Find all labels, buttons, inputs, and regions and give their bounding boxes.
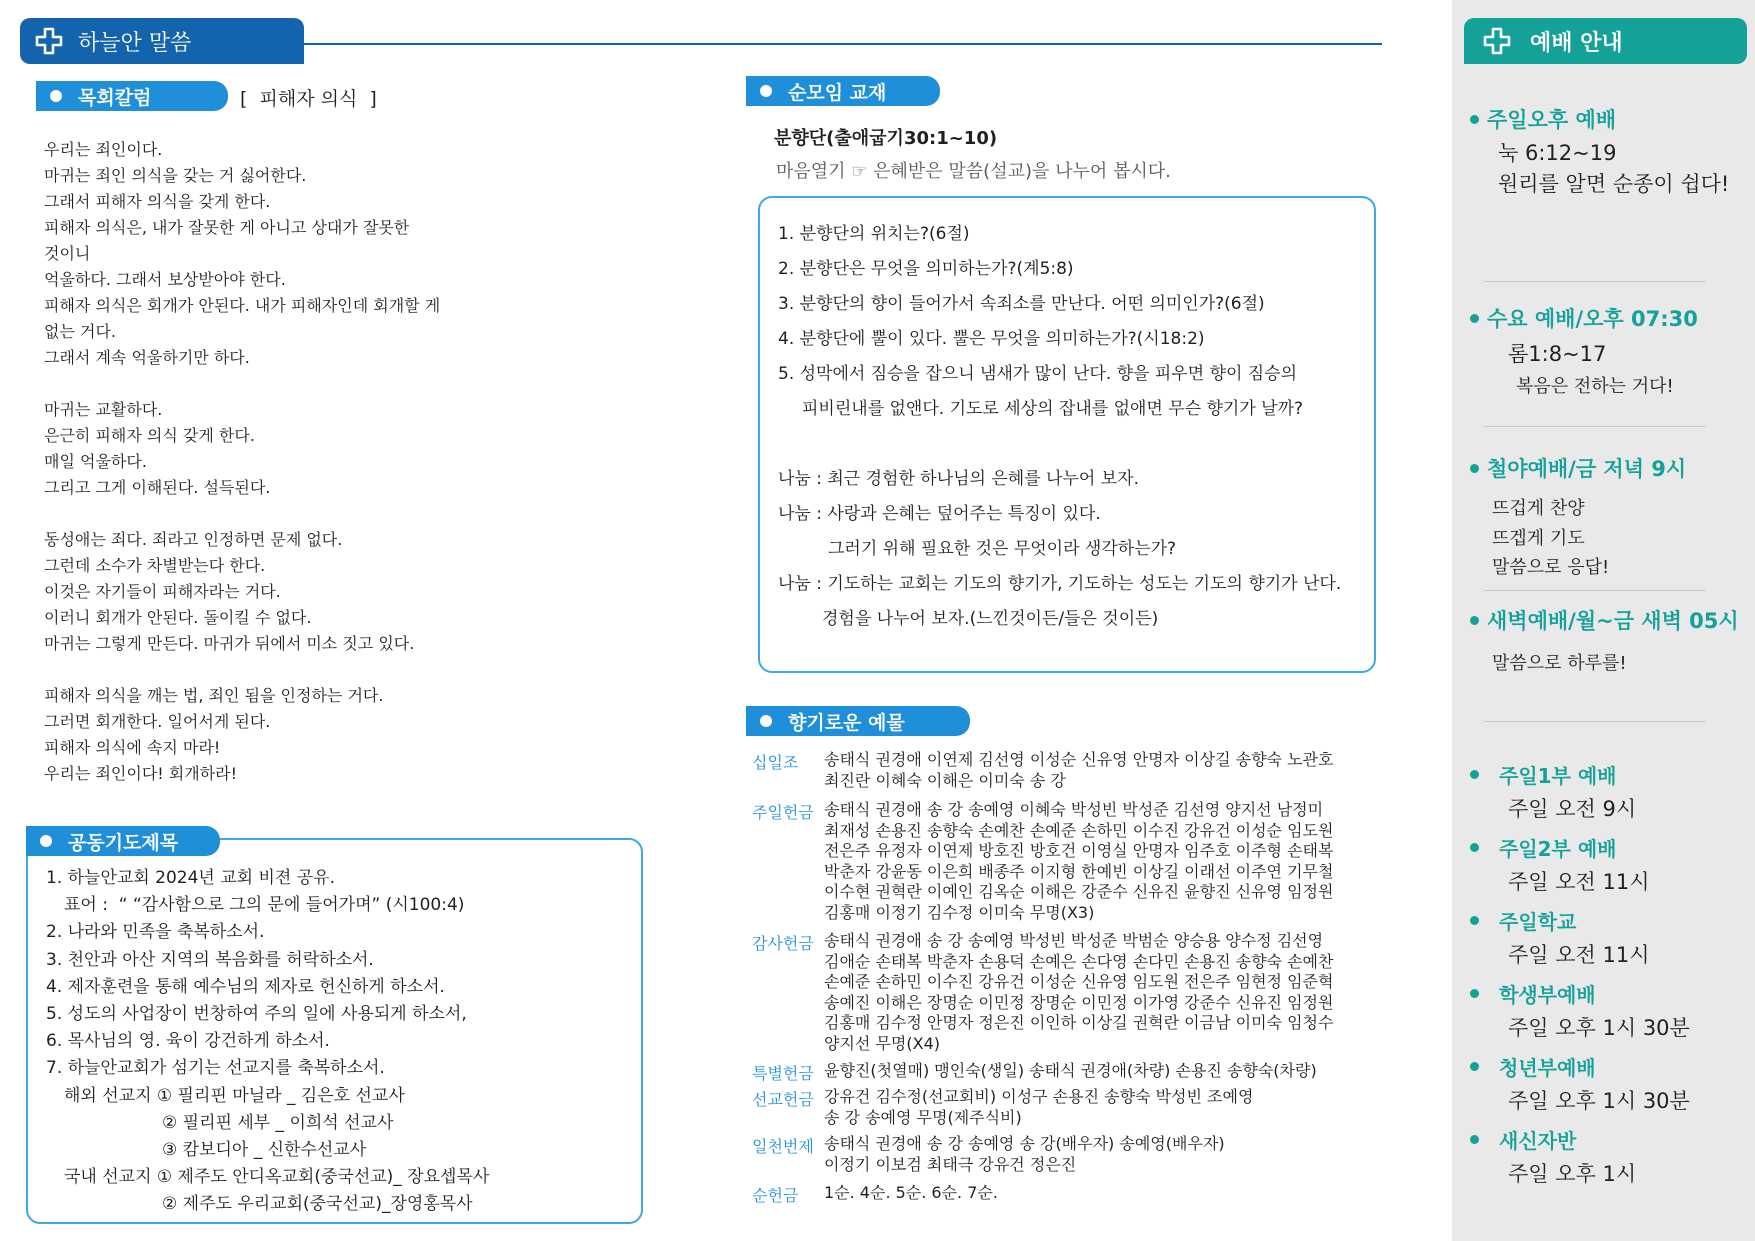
study-subtitle: 마음열기 ☞ 은혜받은 말씀(설교)을 나누어 봅시다. <box>776 161 1171 182</box>
service-line: 눅 6:12~19 <box>1498 141 1617 165</box>
header-title: 하늘안 말씀 <box>78 30 192 56</box>
bullet-icon <box>1470 770 1479 779</box>
prayer-list <box>46 865 489 1219</box>
header-rule <box>300 43 1382 45</box>
question: 5. 성막에서 짐승을 잡으니 냄새가 많이 난다. 향을 피우면 향이 짐승의 <box>778 364 1298 384</box>
service-line: 뜨겝게 기도 <box>1492 528 1585 549</box>
list-item: 1. 하늘안교회 2024년 교회 비젼 공유. <box>46 868 335 888</box>
header-tab <box>20 18 304 64</box>
question: 3. 분향단의 향이 들어가서 속죄소를 만난다. 어떤 의미인가?(6절) <box>778 294 1265 314</box>
paragraph: 우리는 죄인이다. 마귀는 죄인 의식을 갖는 거 싫어한다. 그래서 피해자 의식을 갖게 한다. 피해자 의식은, 내가 잘못한 게 아니고 상대가 잘못한 것이니 억울하다. 그래서 보상받아야 한다. 피해자 의식은 회개가 안된다. 내가 피해자인데 회개할 게 없는 거다. 그래서 계속 억울하기만 하다. <box>44 140 441 367</box>
schedule-list <box>1470 760 1690 1198</box>
list-item: 3. 천안과 아산 지역의 복음화를 허락하소서. <box>46 949 374 970</box>
list-item: 6. 목사님의 영. 육이 강건하게 하소서. <box>46 1031 330 1052</box>
bullet-icon <box>1470 314 1479 323</box>
schedule-item: 주일1부 예배 주일 오전 9시 <box>1470 760 1690 833</box>
list-item: ③ 캄보디아 _ 신한수선교사 <box>162 1140 367 1161</box>
offerings-label: 향기로운 예물 <box>746 706 970 736</box>
bullet-icon <box>1470 916 1479 925</box>
sharing: 경험을 나누어 보자.(느낀것이든/들은 것이든) <box>822 609 1159 629</box>
offering-names: 송태식 권경애 이연제 김선영 이성순 신유영 안명자 이상길 송향숙 노관호 최진란 이혜숙 이해은 이미숙 송 강 <box>824 750 1334 790</box>
paragraph: 마귀는 교활하다. 은근히 피해자 의식 갖게 한다. 매일 억울하다. 그리고 그게 이해된다. 설득된다. <box>44 400 271 497</box>
divider <box>1484 590 1706 591</box>
study-title: 분향단(출애굽기30:1~10) <box>774 128 998 149</box>
offering-names: 1순. 4순. 5순. 6순. 7순. <box>824 1183 998 1202</box>
sharing: 나눔 : 기도하는 교회는 기도의 향기가, 기도하는 성도는 기도의 향기가 난다. <box>778 574 1342 594</box>
schedule-item: 학생부예배 주일 오후 1시 30분 <box>1470 979 1690 1052</box>
study-label: 순모임 교재 <box>746 76 940 106</box>
divider <box>1484 426 1706 427</box>
sidebar-title: 예배 안내 <box>1530 30 1623 56</box>
bullet-icon <box>1470 989 1479 998</box>
list-item: 해외 선교지 ① 필리핀 마닐라 _ 김은호 선교사 <box>64 1085 405 1106</box>
service-title: 철야예배/금 저녁 9시 <box>1470 453 1686 483</box>
bullet-icon <box>40 835 52 847</box>
list-item: 2. 나라와 민족을 축복하소서. <box>46 922 265 943</box>
schedule-item: 새신자반 주일 오후 1시 <box>1470 1125 1690 1198</box>
divider <box>1484 281 1706 282</box>
offering-names: 강유건 김수정(선교회비) 이성구 손용진 송향숙 박성빈 조예영 송 강 송예영 무명(제주식비) <box>824 1087 1254 1127</box>
list-item: 4. 제자훈련을 통해 예수님의 제자로 헌신하게 하소서. <box>46 976 445 997</box>
schedule-item: 청년부예배 주일 오후 1시 30분 <box>1470 1052 1690 1125</box>
paragraph: 피해자 의식을 깨는 법, 죄인 됨을 인정하는 거다. 그러면 회개한다. 일어서게 된다. 피해자 의식에 속지 마라! 우리는 죄인이다! 회개하라! <box>44 686 384 783</box>
bullet-icon <box>1470 464 1479 473</box>
offering-names: 송태식 권경애 송 강 송예영 박성빈 박성준 박범순 양승용 양수정 김선영 김애순 손태복 박춘자 손용덕 손예은 손다영 손다민 손용진 송향숙 손예찬 손예준 손하민 이수진 강유건 이성순 신유영 임도원 전은주 임현정 임준혁 송예진 이해은 장명순 이민정 장명순 이민정 이가영 강준수 신유진 임정원 김홍매 김수정 안명자 정은진 이인하 이상길 권혁란 이금남 이미숙 임청수 양지선 무명(X4) <box>824 931 1334 1053</box>
offering-names: 송태식 권경애 송 강 송예영 송 강(배우자) 송예영(배우자) 이정기 이보검 최태극 강유건 정은진 <box>824 1134 1225 1174</box>
bullet-icon <box>1470 1135 1479 1144</box>
bullet-icon <box>760 85 772 97</box>
question: 2. 분향단은 무엇을 의미하는가?(계5:8) <box>778 259 1074 279</box>
bullet-icon <box>760 715 772 727</box>
service-title: 새벽예배/월~금 새벽 05시 <box>1470 605 1739 635</box>
service-title: 수요 예배/오후 07:30 <box>1470 303 1698 333</box>
schedule-item: 주일2부 예배 주일 오전 11시 <box>1470 833 1690 906</box>
divider <box>1484 721 1706 722</box>
service-line: 복음은 전하는 거다! <box>1516 376 1674 397</box>
offering-names: 송태식 권경애 송 강 송예영 이혜숙 박성빈 박성준 김선영 양지선 남정미 최재성 손용진 송향숙 손예찬 손예준 손하민 이수진 강유건 이성순 임도원 전은주 유정자 이연제 방호진 방호건 이영실 안명자 임주호 이주형 손태복 박춘자 강윤동 이은희 배종주 이지형 한예빈 이상길 이래선 이주연 기무철 이수현 권혁란 이예인 김옥순 이해은 강준수 신유진 윤향진 신유영 임정원 김홍매 이정기 김수정 이미숙 무명(X3) <box>824 800 1334 922</box>
sharing: 나눔 : 사랑과 은혜는 덮어주는 특징이 있다. <box>778 504 1101 524</box>
list-item: 7. 하늘안교회가 섬기는 선교지를 축복하소서. <box>46 1058 385 1079</box>
bullet-icon <box>1470 115 1479 124</box>
service-line: 롬1:8~17 <box>1508 342 1607 366</box>
offering-names: 윤향진(첫열매) 맹인숙(생일) 송태식 권경애(차량) 손용진 송향숙(차량) <box>824 1061 1317 1080</box>
service-line: 원리를 알면 순종이 쉽다! <box>1498 172 1730 196</box>
cross-plus-icon <box>34 26 64 56</box>
list-item: ② 제주도 우리교회(중국선교)_장영홍목사 <box>162 1194 473 1215</box>
paragraph: 동성애는 죄다. 죄라고 인정하면 문제 없다. 그런데 소수가 차별받는다 한다. 이것은 자기들이 피해자라는 거다. 이러니 회개가 안된다. 돌이킬 수 없다. 마귀는 그렇게 만든다. 마귀가 뒤에서 미소 짓고 있다. <box>44 530 415 653</box>
column-label: 목회칼럼 <box>36 81 228 111</box>
list-item: 표어 : “ “감사함으로 그의 문에 들어가며” (시100:4) <box>64 895 465 916</box>
cross-plus-icon <box>1482 26 1512 56</box>
sidebar-tab <box>1464 18 1747 64</box>
question-list <box>778 217 1341 637</box>
service-title: 주일오후 예배 <box>1470 104 1616 134</box>
column-body <box>44 137 440 787</box>
service-line: 말씀으로 하루를! <box>1492 653 1627 674</box>
question: 피비린내를 없앤다. 기도로 세상의 잡내를 없애면 무슨 향기가 날까? <box>802 399 1304 419</box>
list-item: 국내 선교지 ① 제주도 안디옥교회(중국선교)_ 장요셉목사 <box>64 1167 490 1188</box>
offerings-list: 십일조 송태식 권경애 이연제 김선영 이성순 신유영 안명자 이상길 송향숙 노관호 최진란 이혜숙 이해은 이미숙 송 강 주일헌금 송태식 권경애 송 강 송예영 이혜숙 박성빈 박성준 김선영 양지선 남정미 최재성 손용진 송향숙 손예찬 손예준 손하민 이수진 강유건 이성순 임도원 전은주 유정자 이연제 방호진 방호건 이영실 안명자 임주호 이주형 손태복 박춘자 강윤동 이은희 배종주 이지형 한예빈 이상길 이래선 이주연 기무철 이수현 권혁란 이예인 김옥순 이해은 강준수 신유진 윤향진 신유영 임정원 김홍매 이정기 김수정 이미숙 무명(X3) 감사헌금 송태식 권경애 송 강 송예영 박성빈 박성준 박범순 양승용 양수정 김선영 김애순 손태복 박춘자 손용덕 손예은 손다영 손다민 손용진 송향숙 손예찬 손예준 손하민 이수진 강유건 이성순 신유영 임도원 전은주 임현정 임준혁 송예진 이해은 장명순 이민정 장명순 이민정 이가영 강준수 신유진 임정원 김홍매 김수정 안명자 정은진 이인하 이상길 권혁란 이금남 이미숙 임청수 양지선 무명(X4) 특별헌금 윤향진(첫열매) 맹인숙(생일) 송태식 권경애(차량) 손용진 송향숙(차량) 선교헌금 강유건 김수정(선교회비) 이성구 손용진 송향숙 박성빈 조예영 송 강 송예영 무명(제주식비) 일천번제 송태식 권경애 송 강 송예영 송 강(배우자) 송예영(배우자) 이정기 이보검 최태극 강유건 정은진 순헌금 1순. 4순. 5순. 6순. 7순. <box>752 750 1392 1210</box>
bullet-icon <box>1470 1062 1479 1071</box>
question: 1. 분향단의 위치는?(6절) <box>778 224 970 244</box>
question: 4. 분향단에 뿔이 있다. 뿔은 무엇을 의미하는가?(시18:2) <box>778 329 1205 349</box>
bullet-icon <box>1470 616 1479 625</box>
column-subject: [ 피해자 의식 ] <box>240 88 377 110</box>
bullet-icon <box>50 90 62 102</box>
service-line: 뜨겁게 찬양 <box>1492 498 1585 519</box>
schedule-item: 주일학교 주일 오전 11시 <box>1470 906 1690 979</box>
sharing: 나눔 : 최근 경험한 하나님의 은혜를 나누어 보자. <box>778 469 1139 489</box>
service-line: 말씀으로 응답! <box>1492 557 1610 578</box>
list-item: ② 필리핀 세부 _ 이희석 선교사 <box>162 1112 394 1133</box>
sharing: 그러기 위해 필요한 것은 무엇이라 생각하는가? <box>828 539 1177 559</box>
prayer-label: 공동기도제목 <box>26 826 220 856</box>
list-item: 5. 성도의 사업장이 번창하여 주의 일에 사용되게 하소서, <box>46 1004 467 1025</box>
bullet-icon <box>1470 843 1479 852</box>
